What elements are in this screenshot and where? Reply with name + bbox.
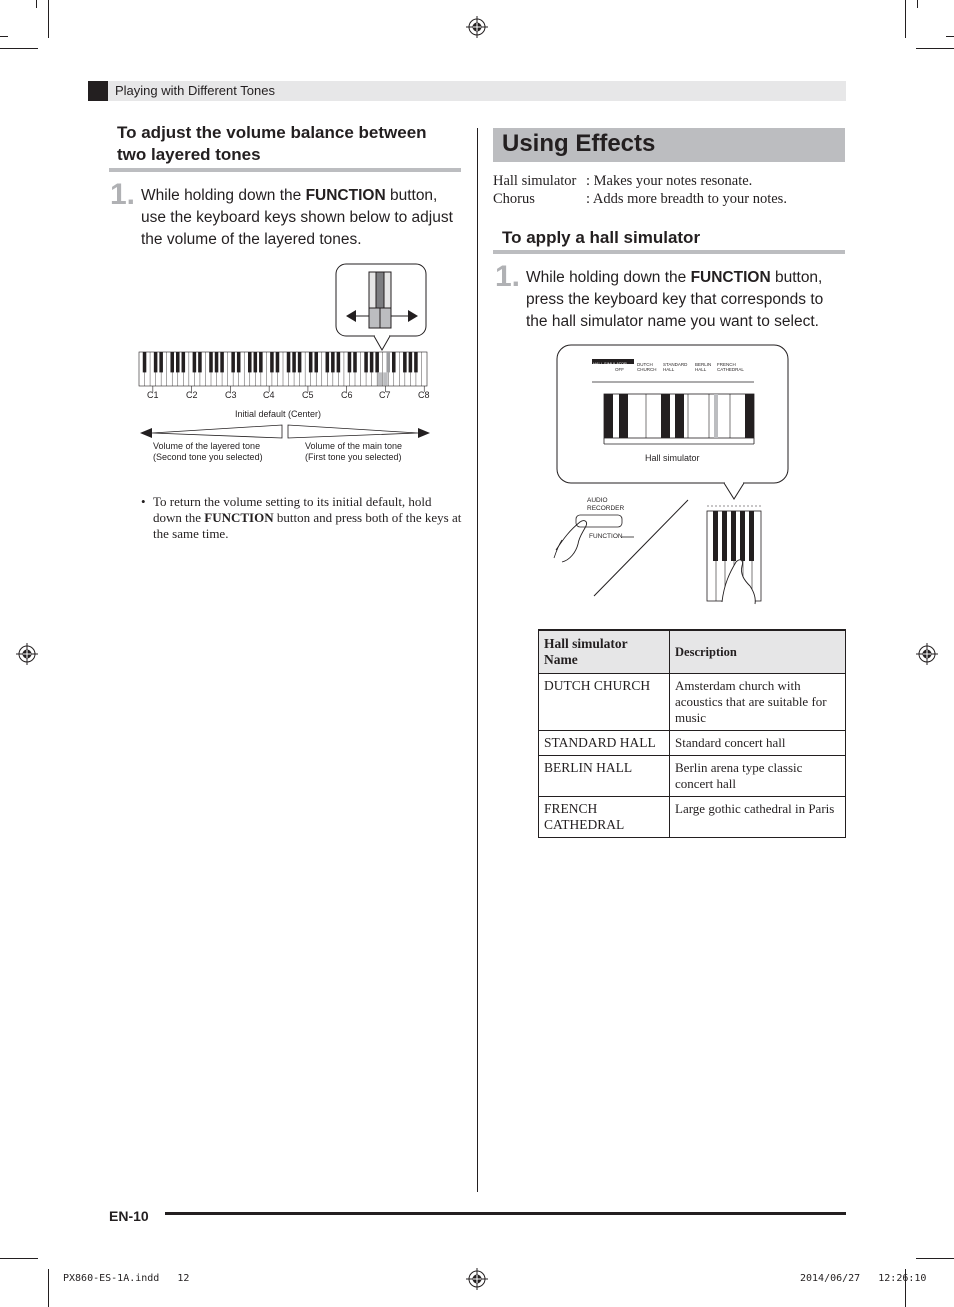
keyboard-c-labels: [136, 388, 436, 402]
black-key: [254, 352, 258, 372]
left-step-text: [141, 185, 463, 251]
table-cell-name: DUTCH CHURCH: [539, 674, 670, 731]
effect-row: [493, 190, 787, 208]
table-cell-description: Standard concert hall: [670, 731, 846, 756]
registration-mark-icon: [916, 643, 938, 665]
panel-name: FRENCH CATHEDRAL: [717, 362, 744, 372]
black-key: [409, 352, 413, 372]
table-row: [539, 756, 846, 797]
bullet-text-b: button and press both of the keys at the same time.: [153, 510, 462, 541]
arrow-left-caption: [153, 441, 263, 463]
section-header: [88, 81, 846, 101]
right-step-text: [526, 267, 841, 333]
black-key: [386, 352, 390, 372]
key-label: C3: [225, 390, 237, 400]
slug-date: 2014/06/27 12:26:10: [800, 1273, 927, 1284]
black-key: [193, 352, 197, 372]
black-key: [143, 352, 147, 372]
left-subheading: To adjust the volume balance between two layered tones: [117, 123, 427, 164]
black-key: [220, 352, 224, 372]
black-key: [176, 352, 180, 372]
black-key: [331, 352, 335, 372]
highlighted-key: [378, 372, 383, 385]
black-key: [348, 352, 352, 372]
panel-name: OFF: [615, 367, 624, 372]
function-button-label: FUNCTION: [589, 533, 623, 540]
table-cell-description: Amsterdam church with acoustics that are suitable for music: [670, 674, 846, 731]
table-row: [539, 731, 846, 756]
black-key: [209, 352, 213, 372]
panel-name: STANDARD HALL: [663, 362, 688, 372]
panel-name: DUTCH CHURCH: [637, 362, 657, 372]
key-label: C1: [147, 390, 159, 400]
table-cell-name: FRENCH CATHEDRAL: [539, 797, 670, 838]
key-label: C8: [418, 390, 430, 400]
arrow-left-caption-line: (Second tone you selected): [153, 452, 263, 462]
black-key: [298, 352, 302, 372]
black-key: [259, 352, 263, 372]
panel-name: BERLIN HALL: [695, 362, 712, 372]
page-number: EN-10: [109, 1208, 149, 1224]
effect-name: Hall simulator: [493, 173, 577, 189]
audio-recorder-line: RECORDER: [587, 505, 625, 512]
black-key: [231, 352, 235, 372]
arrow-left-caption-line: Volume of the layered tone: [153, 441, 261, 451]
black-key: [326, 352, 330, 372]
black-key: [170, 352, 174, 372]
footer-rule: [165, 1212, 846, 1215]
key-label: C2: [186, 390, 198, 400]
left-step-text-bold: FUNCTION: [305, 187, 386, 204]
bullet-icon: •: [141, 494, 146, 509]
black-key: [375, 352, 379, 372]
effect-desc: : Makes your notes resonate.: [586, 173, 753, 189]
black-key: [154, 352, 158, 372]
black-key: [270, 352, 274, 372]
table-cell-name: STANDARD HALL: [539, 731, 670, 756]
arrow-right-caption-line: Volume of the main tone: [305, 441, 403, 451]
left-step-text-b: button, use the keyboard keys shown below to adjust the volume of the layered tones.: [141, 187, 453, 248]
table-cell-name: BERLIN HALL: [539, 756, 670, 797]
black-key: [237, 352, 241, 372]
table-header-description: Description: [670, 630, 846, 674]
using-effects-title: Using Effects: [502, 130, 656, 157]
effects-list: [493, 172, 787, 208]
right-step-number: 1.: [495, 260, 521, 293]
black-key: [392, 352, 396, 372]
black-key: [353, 352, 357, 372]
black-key: [370, 352, 374, 372]
effect-row: [493, 172, 753, 190]
using-effects-banner: [493, 128, 845, 162]
bullet-text: [153, 494, 463, 542]
black-key: [292, 352, 296, 372]
hall-simulator-illustration: [548, 340, 798, 605]
panel-header-label: HALL SIMULATOR: [593, 361, 627, 366]
black-key: [198, 352, 202, 372]
black-key: [276, 352, 280, 372]
registration-mark-icon: [16, 643, 38, 665]
arrow-right-caption: [305, 441, 402, 463]
black-key: [287, 352, 291, 372]
black-key: [314, 352, 318, 372]
key-label: C7: [379, 390, 391, 400]
registration-mark-icon: [466, 1268, 488, 1290]
highlighted-key: [383, 372, 388, 385]
right-step-text-a: While holding down the: [526, 269, 691, 286]
audio-recorder-label: [587, 497, 624, 513]
bullet-text-bold: FUNCTION: [204, 510, 274, 525]
black-key: [248, 352, 252, 372]
left-step-text-a: While holding down the: [141, 187, 306, 204]
section-title: Playing with Different Tones: [115, 83, 275, 98]
arrow-right-caption-line: (First tone you selected): [305, 452, 402, 462]
key-label: C6: [341, 390, 353, 400]
table-cell-description: Berlin arena type classic concert hall: [670, 756, 846, 797]
right-subheading-rule: [493, 250, 845, 254]
audio-recorder-line: AUDIO: [587, 497, 608, 504]
initial-default-label: Initial default (Center): [235, 409, 322, 419]
table-header-name: Hall simulator Name: [539, 630, 670, 674]
key-label: C4: [263, 390, 275, 400]
right-subheading: To apply a hall simulator: [502, 228, 701, 247]
black-key: [337, 352, 341, 372]
table-row: [539, 797, 846, 838]
black-key: [159, 352, 163, 372]
bullet-text-a: To return the volume setting to its initial default, hold down the: [153, 494, 432, 525]
key-label: C5: [302, 390, 314, 400]
black-key: [309, 352, 313, 372]
black-key: [182, 352, 186, 372]
left-subheading-rule: [109, 168, 461, 172]
table-row: [539, 674, 846, 731]
table-header-row: [539, 630, 846, 674]
column-divider: [477, 128, 478, 1192]
black-key: [414, 352, 418, 372]
balance-arrows: [138, 422, 432, 442]
hall-simulator-table: [538, 629, 846, 838]
section-header-marker: [88, 81, 108, 101]
registration-mark-icon: [466, 16, 488, 38]
right-step-text-b: button, press the keyboard key that corresponds to the hall simulator name you want to select.: [526, 269, 824, 330]
black-key: [215, 352, 219, 372]
effect-desc: : Adds more breadth to your notes.: [586, 191, 787, 207]
table-cell-description: Large gothic cathedral in Paris: [670, 797, 846, 838]
black-key: [364, 352, 368, 372]
effect-name: Chorus: [493, 191, 535, 207]
hall-simulator-callout-label: Hall simulator: [645, 453, 700, 463]
left-step-number: 1.: [110, 178, 136, 211]
right-step-text-bold: FUNCTION: [690, 269, 771, 286]
black-key: [403, 352, 407, 372]
slug-file: PX860-ES-1A.indd 12: [63, 1273, 190, 1284]
